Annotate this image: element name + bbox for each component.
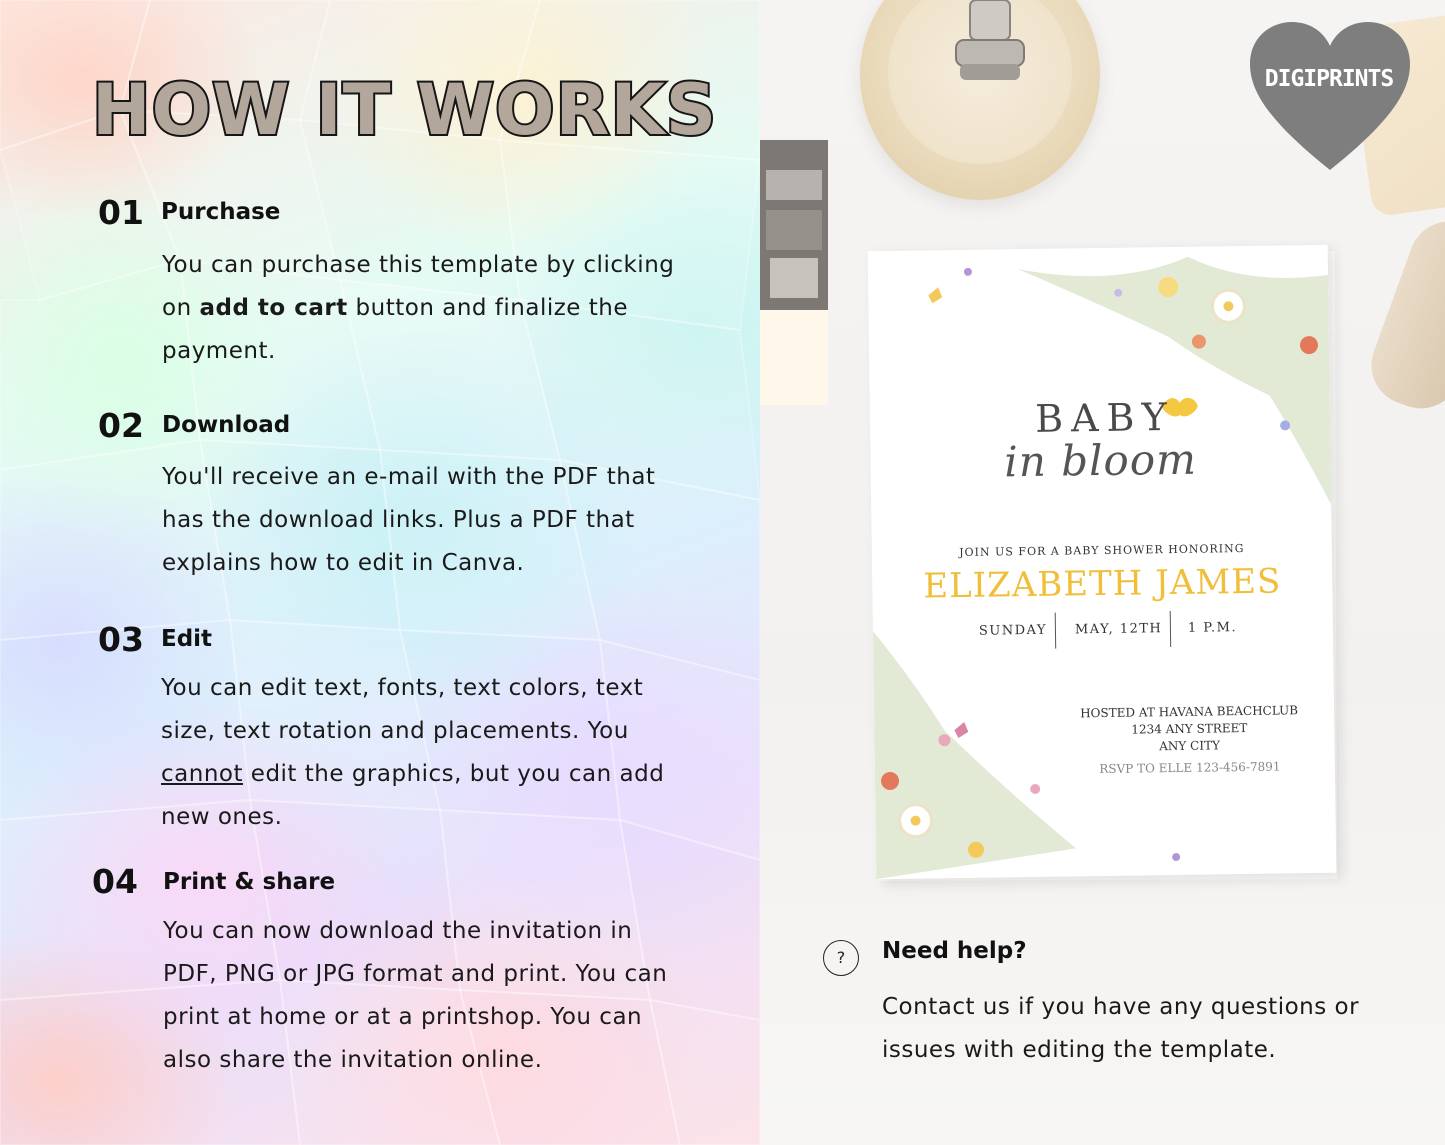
preview-panel bbox=[760, 0, 1445, 1145]
step-line: print at home or at a printshop. You can bbox=[163, 1004, 643, 1030]
invitation-rsvp: RSVP TO ELLE 123-456-7891 bbox=[1099, 759, 1281, 777]
step-line: explains how to edit in Canva. bbox=[162, 550, 525, 576]
step-line: PDF, PNG or JPG format and print. You can bbox=[163, 961, 668, 987]
step-line: payment. bbox=[162, 338, 276, 364]
invitation-city: ANY CITY bbox=[1159, 738, 1221, 754]
step-line: has the download links. Plus a PDF that bbox=[162, 507, 635, 533]
help-title: Need help? bbox=[882, 938, 1027, 964]
invitation-time: 1 P.M. bbox=[1187, 620, 1238, 636]
tape-roll-prop bbox=[1360, 210, 1445, 419]
step-line: on add to cart button and finalize the bbox=[162, 295, 629, 321]
photo-print-prop bbox=[760, 140, 832, 310]
invitation-date: MAY, 12TH bbox=[1074, 621, 1163, 638]
invitation-card bbox=[868, 245, 1337, 879]
help-line: issues with editing the template. bbox=[882, 1037, 1277, 1063]
step-title: Download bbox=[162, 412, 291, 438]
help-line: Contact us if you have any questions or bbox=[882, 994, 1360, 1020]
invitation-honoree: ELIZABETH JAMES bbox=[923, 561, 1282, 607]
step-line: You can now download the invitation in bbox=[163, 918, 633, 944]
add-to-cart-emphasis: add to cart bbox=[199, 295, 348, 321]
step-title: Purchase bbox=[161, 199, 281, 225]
step-number: 02 bbox=[98, 406, 144, 445]
step-line: size, text rotation and placements. You bbox=[161, 718, 629, 744]
page-title: HOW IT WORKS bbox=[92, 69, 718, 151]
step-line: new ones. bbox=[161, 804, 283, 830]
brand-logo-text: DIGIPRINTS bbox=[1264, 66, 1394, 92]
question-mark-icon: ? bbox=[823, 940, 859, 976]
invitation-day: SUNDAY bbox=[978, 622, 1048, 639]
step-line: You can purchase this template by clicking bbox=[162, 252, 675, 278]
step-description bbox=[162, 244, 674, 373]
step-line: also share the invitation online. bbox=[163, 1047, 543, 1073]
invitation-script: in bloom bbox=[1003, 434, 1198, 487]
step-number: 01 bbox=[98, 193, 144, 232]
invitation-join-text: JOIN US FOR A BABY SHOWER HONORING bbox=[959, 542, 1245, 559]
binder-clip-icon bbox=[950, 0, 1030, 90]
step-line: You can edit text, fonts, text colors, text bbox=[161, 675, 644, 701]
step-line: You'll receive an e-mail with the PDF that bbox=[162, 464, 656, 490]
step-number: 03 bbox=[98, 620, 144, 659]
step-description bbox=[163, 910, 667, 1082]
step-line: cannot edit the graphics, but you can add bbox=[161, 761, 665, 787]
step-description bbox=[161, 667, 664, 839]
step-description bbox=[162, 456, 655, 585]
step-title: Edit bbox=[161, 626, 213, 652]
step-number: 04 bbox=[92, 862, 138, 901]
invitation-host: HOSTED AT HAVANA BEACHCLUB bbox=[1080, 703, 1299, 721]
step-title: Print & share bbox=[163, 869, 336, 895]
heart-logo-icon bbox=[1250, 22, 1410, 172]
invitation-headline: BABY bbox=[1034, 394, 1176, 441]
cannot-emphasis: cannot bbox=[161, 761, 243, 787]
help-description bbox=[882, 986, 1422, 1072]
invitation-address: 1234 ANY STREET bbox=[1131, 720, 1248, 737]
